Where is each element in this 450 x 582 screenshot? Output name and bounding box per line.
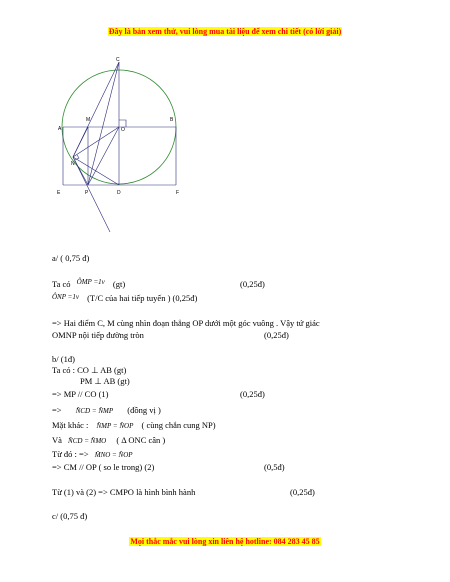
text: Ta có [52,279,71,289]
label-c: C [116,57,120,63]
label-b: B [170,117,174,123]
label-n: N [71,161,75,167]
part-b-score-9: (0,25đ) [290,487,315,497]
label-o: O [121,127,125,133]
preview-notice-text: Đây là bản xem thử, vui lòng mua tài liệu để xem chi tiết (có lời giải) [108,27,342,36]
segment-cp [88,62,119,185]
part-b-line-2: PM ⊥ AB (gt) [80,376,130,386]
part-b-heading: b/ (1đ) [52,354,75,364]
text: (đồng vị ) [127,405,161,415]
label-a: A [58,126,62,132]
formula: ÔNP =1v [52,293,79,301]
part-b-line-3: => MP // CO (1) [52,389,109,399]
part-b-line-5 [52,420,216,431]
text: Mặt khác : [52,420,89,430]
hotline-banner [0,537,450,546]
part-b-line-6 [52,435,165,446]
part-a-score-4: (0,25đ) [264,330,289,340]
part-a-line-1 [52,279,125,290]
hotline-text: Mọi thắc mắc vui lòng xin liên hệ hotline: 084 283 45 85 [130,537,320,546]
label-m: M [86,117,91,123]
right-angle-mark-n [75,155,79,160]
formula: N̂CD = N̂MP [75,407,114,415]
label-f: F [176,190,180,196]
right-angle-mark-o [119,120,126,127]
part-c-heading: c/ (0,75 đ) [52,511,88,521]
part-b-line-9: Từ (1) và (2) => CMPO là hình bình hành [52,487,196,497]
part-b-score-8: (0,5đ) [264,462,285,472]
part-b-line-4 [52,405,161,416]
part-a-heading: a/ ( 0,75 đ) [52,253,90,263]
formula: N̂CD = N̂MO [68,437,107,445]
formula: ÔMP =1v [76,278,105,286]
text: (T/C của hai tiếp tuyến ) (0,25đ) [87,293,198,303]
text: => [52,405,62,415]
label-p: P [85,190,89,196]
formula: M̂NO = N̂OP [94,451,133,459]
formula: N̂MP = N̂OP [96,422,134,430]
part-b-line-8: => CM // OP ( so le trong) (2) [52,462,155,472]
label-e: E [57,190,61,196]
text: (gt) [112,279,126,289]
label-d: D [117,190,121,196]
text: Và [52,435,62,445]
part-b-line-7 [52,449,133,460]
text: Từ đó : => [52,449,89,459]
part-b-score-3: (0,25đ) [240,389,265,399]
text: ( Δ ONC cân ) [116,435,166,445]
segment-op [88,127,119,185]
segment-mn [73,127,88,157]
part-a-line-3: => Hai điểm C, M cùng nhìn đoạn thẳng OP dưới một góc vuông . Vậy tứ giác [52,318,320,328]
text: ( cùng chắn cung NP) [141,420,216,430]
geometry-figure [0,0,450,250]
part-b-line-1: Ta có : CO ⊥ AB (gt) [52,365,127,375]
part-a-line-2 [52,293,197,304]
part-a-line-4: OMNP nội tiếp đường tròn [52,330,144,340]
part-a-score-1: (0,25đ) [240,279,265,289]
